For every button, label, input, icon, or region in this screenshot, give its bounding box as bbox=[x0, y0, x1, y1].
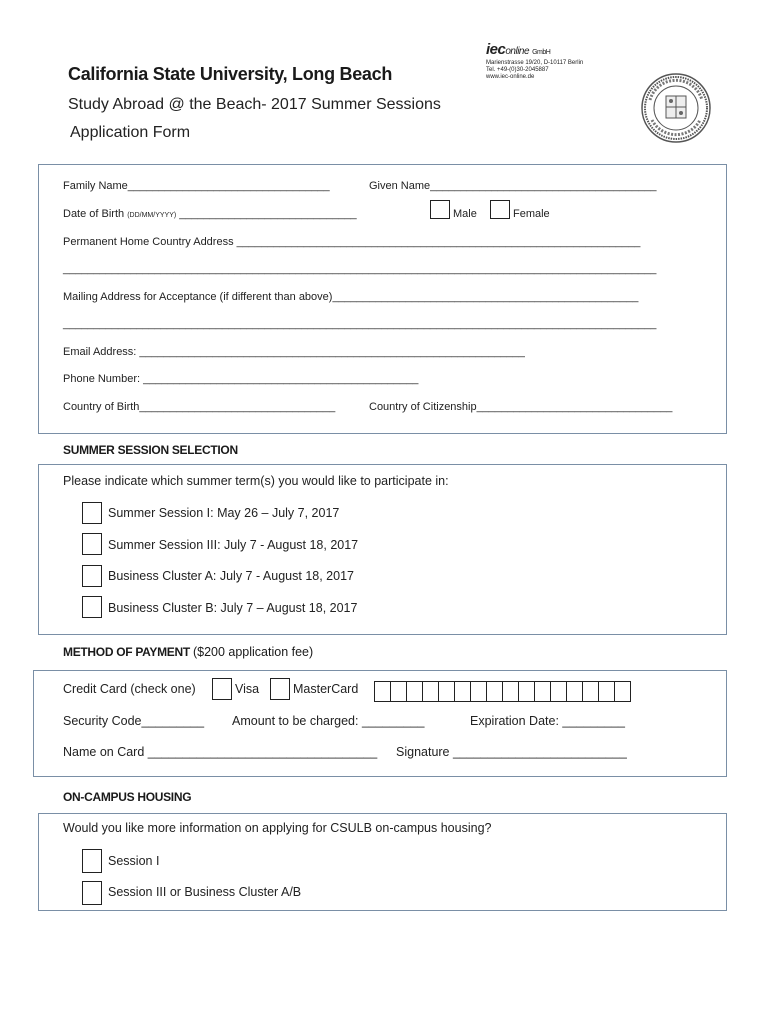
card-digit-box[interactable] bbox=[518, 681, 536, 702]
amount-field[interactable]: Amount to be charged: _________ bbox=[232, 714, 425, 728]
card-digit-box[interactable] bbox=[582, 681, 600, 702]
card-digit-box[interactable] bbox=[614, 681, 632, 702]
payment-heading-title: METHOD OF PAYMENT bbox=[63, 645, 190, 659]
iec-online: online bbox=[505, 46, 530, 57]
program-subtitle: Study Abroad @ the Beach- 2017 Summer Sessions bbox=[68, 96, 441, 113]
male-checkbox[interactable] bbox=[430, 200, 450, 219]
mailing-address-field[interactable]: Mailing Address for Acceptance (if different than above)__________________________________________________ bbox=[63, 291, 639, 303]
iec-brand: iec bbox=[486, 41, 506, 58]
security-code-field[interactable]: Security Code_________ bbox=[63, 714, 205, 728]
card-digit-box[interactable] bbox=[454, 681, 472, 702]
card-digit-box[interactable] bbox=[374, 681, 392, 702]
home-address-field[interactable]: Permanent Home Country Address __________________________________________________________________ bbox=[63, 236, 641, 248]
housing-session-3-checkbox[interactable] bbox=[82, 881, 102, 905]
housing-session-3-label: Session III or Business Cluster A/B bbox=[108, 885, 302, 899]
card-digit-box[interactable] bbox=[470, 681, 488, 702]
card-digit-box[interactable] bbox=[566, 681, 584, 702]
iec-web: www.iec-online.de bbox=[486, 74, 535, 80]
home-address-line2[interactable]: _________________________________________________________________________________________________ bbox=[63, 263, 657, 275]
form-title: Application Form bbox=[70, 124, 191, 141]
given-name-field[interactable]: Given Name_____________________________________ bbox=[369, 180, 657, 192]
country-of-citizenship-field[interactable]: Country of Citizenship________________________________ bbox=[369, 401, 673, 413]
email-field[interactable]: Email Address: _______________________________________________________________ bbox=[63, 346, 525, 358]
summer-session-prompt: Please indicate which summer term(s) you would like to participate in: bbox=[63, 474, 449, 488]
card-digit-box[interactable] bbox=[502, 681, 520, 702]
summer-session-heading: SUMMER SESSION SELECTION bbox=[63, 443, 238, 457]
dob-field[interactable] bbox=[63, 208, 357, 220]
expiration-date-field[interactable]: Expiration Date: _________ bbox=[470, 714, 625, 728]
iec-logo bbox=[486, 42, 606, 81]
iec-gmbh: GmbH bbox=[532, 49, 551, 56]
mailing-address-line2[interactable]: _________________________________________________________________________________________________ bbox=[63, 318, 657, 330]
country-of-birth-field[interactable]: Country of Birth________________________________ bbox=[63, 401, 336, 413]
payment-heading bbox=[63, 645, 313, 659]
male-label: Male bbox=[453, 208, 477, 220]
visa-checkbox[interactable] bbox=[212, 678, 232, 700]
business-cluster-b-label: Business Cluster B: July 7 – August 18, 2017 bbox=[108, 601, 358, 615]
mastercard-label: MasterCard bbox=[293, 682, 359, 696]
card-digit-box[interactable] bbox=[598, 681, 616, 702]
name-on-card-field[interactable]: Name on Card _________________________________ bbox=[63, 745, 378, 759]
card-digit-box[interactable] bbox=[534, 681, 552, 702]
card-digit-box[interactable] bbox=[390, 681, 408, 702]
business-cluster-a-checkbox[interactable] bbox=[82, 565, 102, 587]
housing-prompt: Would you like more information on applying for CSULB on-campus housing? bbox=[63, 821, 492, 835]
payment-heading-note: ($200 application fee) bbox=[192, 645, 314, 659]
business-cluster-a-label: Business Cluster A: July 7 - August 18, 2017 bbox=[108, 569, 354, 583]
iec-address: Marienstrasse 19/20, D-10117 Berlin bbox=[486, 60, 584, 66]
mastercard-checkbox[interactable] bbox=[270, 678, 290, 700]
female-label: Female bbox=[513, 208, 550, 220]
housing-session-1-checkbox[interactable] bbox=[82, 849, 102, 873]
card-digit-box[interactable] bbox=[406, 681, 424, 702]
card-digit-box[interactable] bbox=[438, 681, 456, 702]
credit-card-label: Credit Card (check one) bbox=[63, 682, 196, 696]
iec-phone: Tel. +49-(0)30-2045887 bbox=[486, 67, 549, 73]
signature-field[interactable]: Signature _________________________ bbox=[396, 745, 627, 759]
card-digit-box[interactable] bbox=[486, 681, 504, 702]
university-seal-icon bbox=[640, 72, 712, 144]
housing-heading: ON-CAMPUS HOUSING bbox=[63, 790, 192, 804]
dob-label: Date of Birth bbox=[63, 208, 125, 220]
summer-session-1-label: Summer Session I: May 26 – July 7, 2017 bbox=[108, 506, 340, 520]
visa-label: Visa bbox=[235, 682, 260, 696]
dob-format: (DD/MM/YYYY) bbox=[127, 212, 177, 219]
summer-session-3-checkbox[interactable] bbox=[82, 533, 102, 555]
card-digit-box[interactable] bbox=[422, 681, 440, 702]
dob-line: _____________________________ bbox=[179, 208, 357, 220]
university-title: California State University, Long Beach bbox=[68, 64, 393, 84]
card-digit-box[interactable] bbox=[550, 681, 568, 702]
card-number-grid[interactable] bbox=[375, 681, 631, 702]
summer-session-3-label: Summer Session III: July 7 - August 18, 2017 bbox=[108, 538, 359, 552]
business-cluster-b-checkbox[interactable] bbox=[82, 596, 102, 618]
phone-field[interactable]: Phone Number: _____________________________________________ bbox=[63, 373, 419, 385]
housing-session-1-label: Session I bbox=[108, 854, 160, 868]
family-name-field[interactable]: Family Name_________________________________ bbox=[63, 180, 330, 192]
female-checkbox[interactable] bbox=[490, 200, 510, 219]
summer-session-1-checkbox[interactable] bbox=[82, 502, 102, 524]
